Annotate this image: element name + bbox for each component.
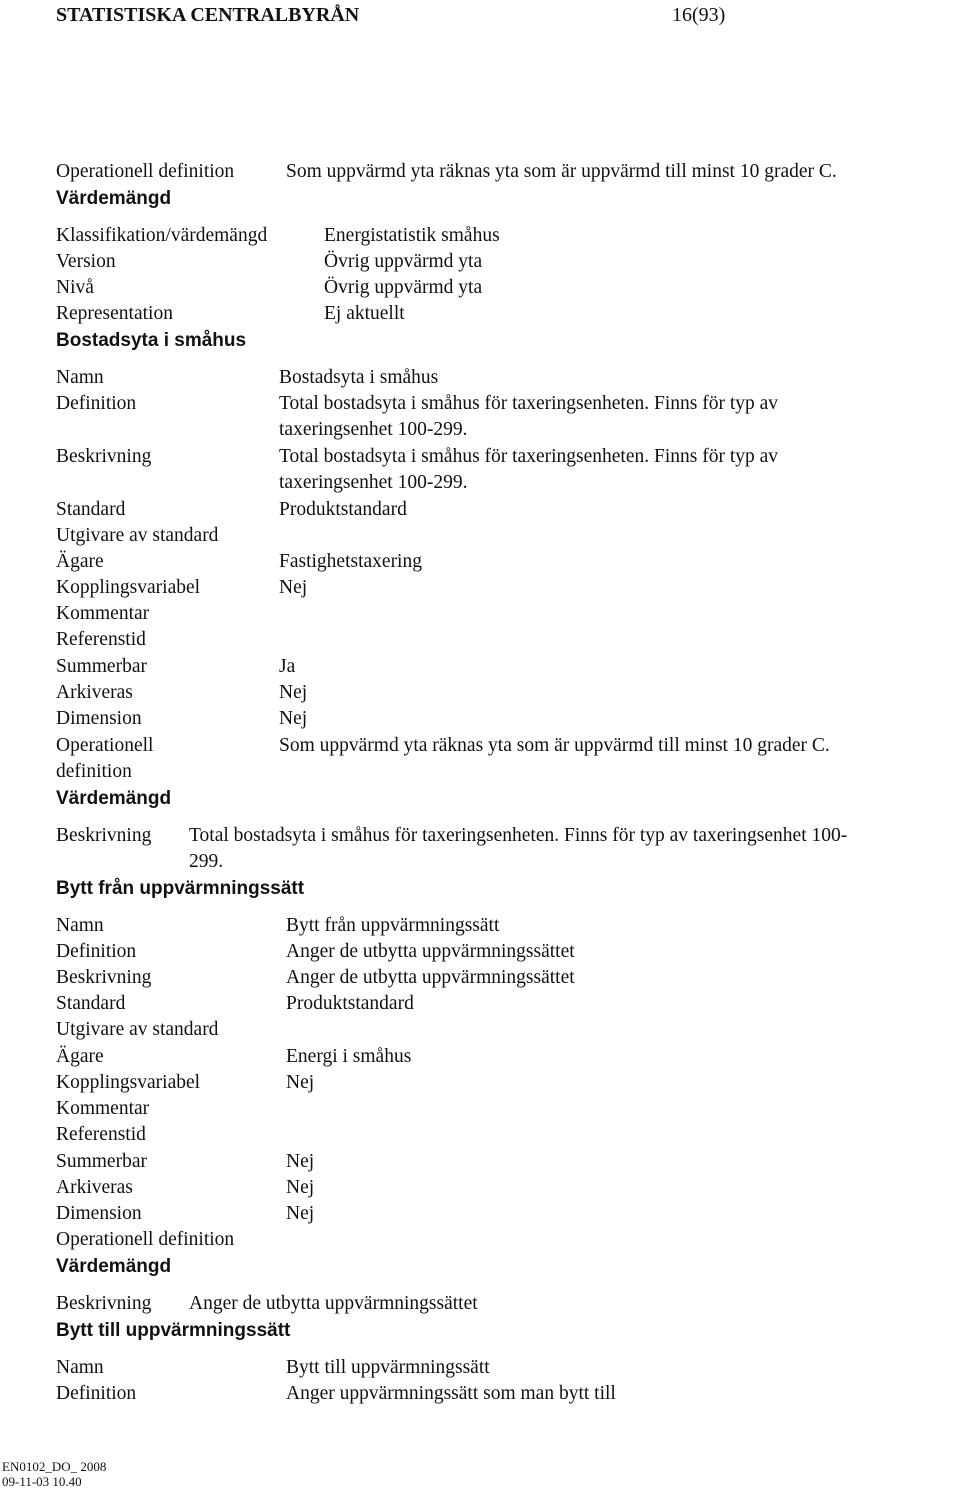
vardemangd-heading: Värdemängd — [56, 188, 172, 209]
s2-namn-value: Bytt från uppvärmningssätt — [286, 915, 500, 936]
s2-koppling-value: Nej — [286, 1072, 315, 1093]
opdef-value: Som uppvärmd yta räknas yta som är uppvärmd till minst 10 grader C. — [286, 161, 837, 182]
s2-standard-label: Standard — [56, 993, 126, 1014]
s1-standard-label: Standard — [56, 499, 126, 520]
level-value: Övrig uppvärmd yta — [324, 277, 483, 298]
s1-arkiveras-label: Arkiveras — [56, 682, 133, 703]
s1-summerbar-value: Ja — [279, 656, 296, 677]
s2-kommentar-label: Kommentar — [56, 1098, 150, 1119]
level-label: Nivå — [56, 277, 94, 298]
s2-summerbar-label: Summerbar — [56, 1151, 147, 1172]
s2-opdef-label: Operationell definition — [56, 1229, 235, 1250]
s1-definition-label: Definition — [56, 393, 137, 414]
s2-beskrivning-value: Anger de utbytta uppvärmningssättet — [286, 967, 575, 988]
s1-namn-value: Bostadsyta i småhus — [279, 367, 439, 388]
s2-vm-beskrivning-label: Beskrivning — [56, 1293, 152, 1314]
s2-standard-value: Produktstandard — [286, 993, 414, 1014]
s1-beskrivning-label: Beskrivning — [56, 446, 152, 467]
classification-label: Klassifikation/värdemängd — [56, 225, 268, 246]
version-value: Övrig uppvärmd yta — [324, 251, 483, 272]
s1-kommentar-label: Kommentar — [56, 603, 150, 624]
s1-beskrivning-value-line1: Total bostadsyta i småhus för taxeringsenheten. Finns för typ av — [279, 446, 779, 467]
s1-dimension-value: Nej — [279, 708, 308, 729]
section-heading-bytt-till: Bytt till uppvärmningssätt — [56, 1320, 291, 1341]
footer-date: 09-11-03 10.40 — [2, 1474, 82, 1489]
footer-code: EN0102_DO_ 2008 — [2, 1459, 107, 1474]
s2-utgivare-label: Utgivare av standard — [56, 1019, 219, 1040]
s1-beskrivning-value-line2: taxeringsenhet 100-299. — [279, 472, 468, 493]
s3-namn-label: Namn — [56, 1357, 104, 1378]
s2-dimension-label: Dimension — [56, 1203, 142, 1224]
s2-definition-label: Definition — [56, 941, 137, 962]
s2-definition-value: Anger de utbytta uppvärmningssättet — [286, 941, 575, 962]
s1-utgivare-label: Utgivare av standard — [56, 525, 219, 546]
s2-agare-value: Energi i småhus — [286, 1046, 412, 1067]
s1-vm-beskrivning-value-line2: 299. — [189, 851, 224, 872]
s1-arkiveras-value: Nej — [279, 682, 308, 703]
s1-vardemangd-heading: Värdemängd — [56, 788, 172, 809]
s2-namn-label: Namn — [56, 915, 104, 936]
s1-vm-beskrivning-value-line1: Total bostadsyta i småhus för taxeringsenheten. Finns för typ av taxeringsenhet 100- — [189, 825, 848, 846]
s2-koppling-label: Kopplingsvariabel — [56, 1072, 201, 1093]
s3-definition-value: Anger uppvärmningssätt som man bytt till — [286, 1383, 616, 1404]
s1-agare-label: Ägare — [56, 551, 104, 572]
version-label: Version — [56, 251, 116, 272]
section-heading-bostadsyta: Bostadsyta i småhus — [56, 330, 247, 351]
header-org: STATISTISKA CENTRALBYRÅN — [56, 4, 360, 26]
s1-koppling-value: Nej — [279, 577, 308, 598]
s1-namn-label: Namn — [56, 367, 104, 388]
classification-value: Energistatistik småhus — [324, 225, 500, 246]
s1-opdef-label-line2: definition — [56, 761, 132, 782]
s1-dimension-label: Dimension — [56, 708, 142, 729]
s1-standard-value: Produktstandard — [279, 499, 407, 520]
s3-namn-value: Bytt till uppvärmningssätt — [286, 1357, 490, 1378]
representation-label: Representation — [56, 303, 173, 324]
s3-definition-label: Definition — [56, 1383, 137, 1404]
s1-opdef-value: Som uppvärmd yta räknas yta som är uppvärmd till minst 10 grader C. — [279, 735, 830, 756]
s2-vm-beskrivning-value: Anger de utbytta uppvärmningssättet — [189, 1293, 478, 1314]
representation-value: Ej aktuellt — [324, 303, 405, 324]
opdef-label: Operationell definition — [56, 161, 235, 182]
s1-vm-beskrivning-label: Beskrivning — [56, 825, 152, 846]
s1-koppling-label: Kopplingsvariabel — [56, 577, 201, 598]
s1-opdef-label-line1: Operationell — [56, 735, 154, 756]
s2-arkiveras-value: Nej — [286, 1177, 315, 1198]
s2-beskrivning-label: Beskrivning — [56, 967, 152, 988]
s1-summerbar-label: Summerbar — [56, 656, 147, 677]
s1-definition-value-line1: Total bostadsyta i småhus för taxeringsenheten. Finns för typ av — [279, 393, 779, 414]
s1-agare-value: Fastighetstaxering — [279, 551, 422, 572]
s1-definition-value-line2: taxeringsenhet 100-299. — [279, 419, 468, 440]
s2-arkiveras-label: Arkiveras — [56, 1177, 133, 1198]
s2-vardemangd-heading: Värdemängd — [56, 1256, 172, 1277]
header-page-number: 16(93) — [672, 4, 726, 26]
section-heading-bytt-fran: Bytt från uppvärmningssätt — [56, 878, 305, 899]
s2-agare-label: Ägare — [56, 1046, 104, 1067]
s2-summerbar-value: Nej — [286, 1151, 315, 1172]
s2-referenstid-label: Referenstid — [56, 1124, 146, 1145]
s2-dimension-value: Nej — [286, 1203, 315, 1224]
s1-referenstid-label: Referenstid — [56, 629, 146, 650]
